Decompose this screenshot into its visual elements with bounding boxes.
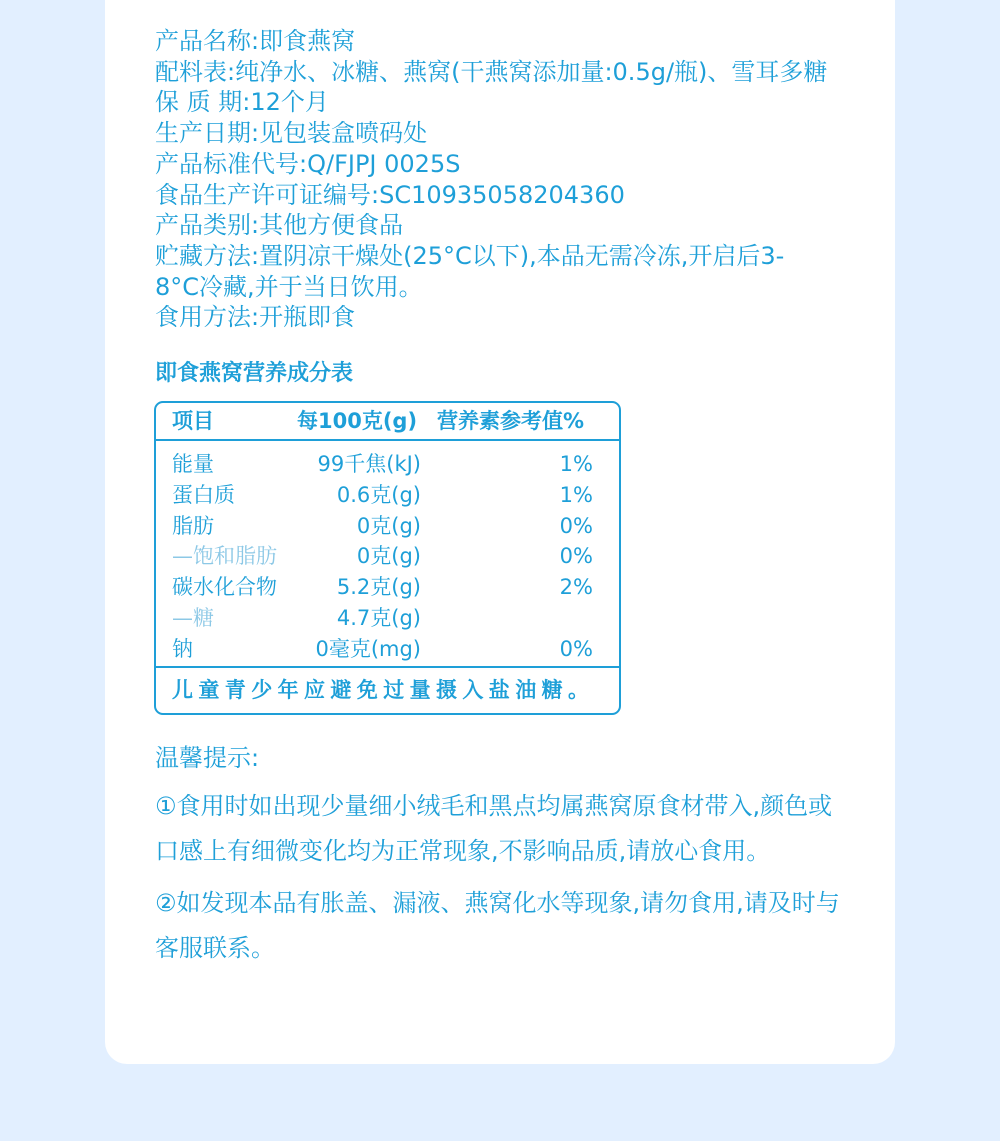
nutrient-name: 蛋白质 bbox=[172, 482, 235, 507]
nutrient-nrv: 1% bbox=[559, 452, 593, 476]
standard-code-line bbox=[155, 149, 855, 180]
production-date-value: 见包装盒喷码处 bbox=[259, 119, 428, 148]
storage-label: 贮藏方法: bbox=[155, 241, 260, 270]
usage-label: 食用方法: bbox=[155, 303, 260, 332]
nutrient-amount: 5.2克(g) bbox=[336, 575, 421, 600]
nutrient-amount: 0毫克(mg) bbox=[315, 636, 421, 661]
production-date-line bbox=[155, 118, 855, 149]
header-item: 项目 bbox=[172, 409, 214, 433]
nutrient-amount: 0克(g) bbox=[356, 513, 421, 538]
nutrient-nrv: 2% bbox=[559, 575, 593, 600]
shelf-life-value: 12个月 bbox=[250, 88, 329, 117]
usage-line bbox=[155, 302, 855, 333]
header-nrv: 营养素参考值% bbox=[437, 409, 585, 433]
shelf-life-line bbox=[155, 87, 855, 118]
nutrient-nrv: 0% bbox=[559, 544, 593, 569]
nutrient-name: 脂肪 bbox=[172, 513, 214, 538]
nutrient-amount: 0.6克(g) bbox=[336, 482, 421, 507]
license-value: SC10935058204360 bbox=[379, 180, 625, 209]
storage-line bbox=[155, 241, 815, 302]
nutrient-name: 碳水化合物 bbox=[172, 575, 277, 600]
nutrient-amount: 4.7克(g) bbox=[336, 605, 421, 630]
storage-value: 置阴凉干燥处(25°C以下),本品无需冷冻,开启后3-8°C冷藏,并于当日饮用。 bbox=[155, 241, 785, 301]
header-per-100g: 每100克(g) bbox=[297, 409, 418, 433]
license-label: 食品生产许可证编号: bbox=[155, 180, 380, 209]
nutrition-footer: 儿童青少年应避免过量摄入盐油糖。 bbox=[156, 666, 619, 713]
ingredients-label: 配料表: bbox=[155, 57, 236, 86]
category-line bbox=[155, 210, 855, 241]
table-row bbox=[156, 511, 619, 542]
tips-title: 温馨提示: bbox=[155, 744, 260, 772]
standard-code-value: Q/FJPJ 0025S bbox=[307, 149, 461, 178]
product-name-label: 产品名称: bbox=[155, 27, 260, 55]
table-row bbox=[156, 541, 619, 572]
table-row bbox=[156, 603, 619, 634]
ingredients-line bbox=[155, 57, 855, 88]
nutrient-amount: 0克(g) bbox=[356, 544, 421, 569]
nutrient-nrv: 0% bbox=[559, 636, 593, 661]
nutrient-name: 能量 bbox=[172, 452, 214, 476]
nutrition-title: 即食燕窝营养成分表 bbox=[155, 361, 354, 386]
nutrient-nrv: 1% bbox=[559, 482, 593, 507]
table-row bbox=[156, 634, 619, 665]
shelf-life-label: 保 质 期: bbox=[155, 88, 251, 117]
usage-value: 开瓶即食 bbox=[259, 303, 356, 332]
production-date-label: 生产日期: bbox=[155, 119, 260, 148]
warm-tips bbox=[155, 738, 845, 971]
category-label: 产品类别: bbox=[155, 211, 260, 240]
nutrient-nrv: 0% bbox=[559, 513, 593, 538]
nutrient-name: —糖 bbox=[172, 605, 214, 630]
nutrition-table bbox=[154, 401, 621, 715]
tip-2: ②如发现本品有胀盖、漏液、燕窝化水等现象,请勿食用,请及时与客服联系。 bbox=[155, 888, 840, 962]
tip-1: ①食用时如出现少量细小绒毛和黑点均属燕窝原食材带入,颜色或口感上有细微变化均为正常现象,不影响品质,请放心食用。 bbox=[155, 792, 833, 866]
category-value: 其他方便食品 bbox=[259, 211, 404, 240]
ingredients-value: 纯净水、冰糖、燕窝(干燕窝添加量:0.5g/瓶)、雪耳多糖 bbox=[235, 57, 828, 86]
license-line bbox=[155, 180, 855, 211]
nutrient-name: —饱和脂肪 bbox=[172, 544, 277, 569]
table-row bbox=[156, 480, 619, 511]
nutrition-table-header bbox=[156, 403, 619, 441]
nutrient-amount: 99千焦(kJ) bbox=[317, 452, 421, 476]
product-info bbox=[155, 26, 855, 333]
nutrition-rows bbox=[156, 449, 619, 665]
nutrient-name: 钠 bbox=[172, 636, 193, 661]
product-name-line bbox=[155, 26, 855, 57]
standard-code-label: 产品标准代号: bbox=[155, 149, 308, 178]
product-name-value: 即食燕窝 bbox=[259, 27, 356, 55]
table-row bbox=[156, 572, 619, 603]
table-row bbox=[156, 449, 619, 480]
